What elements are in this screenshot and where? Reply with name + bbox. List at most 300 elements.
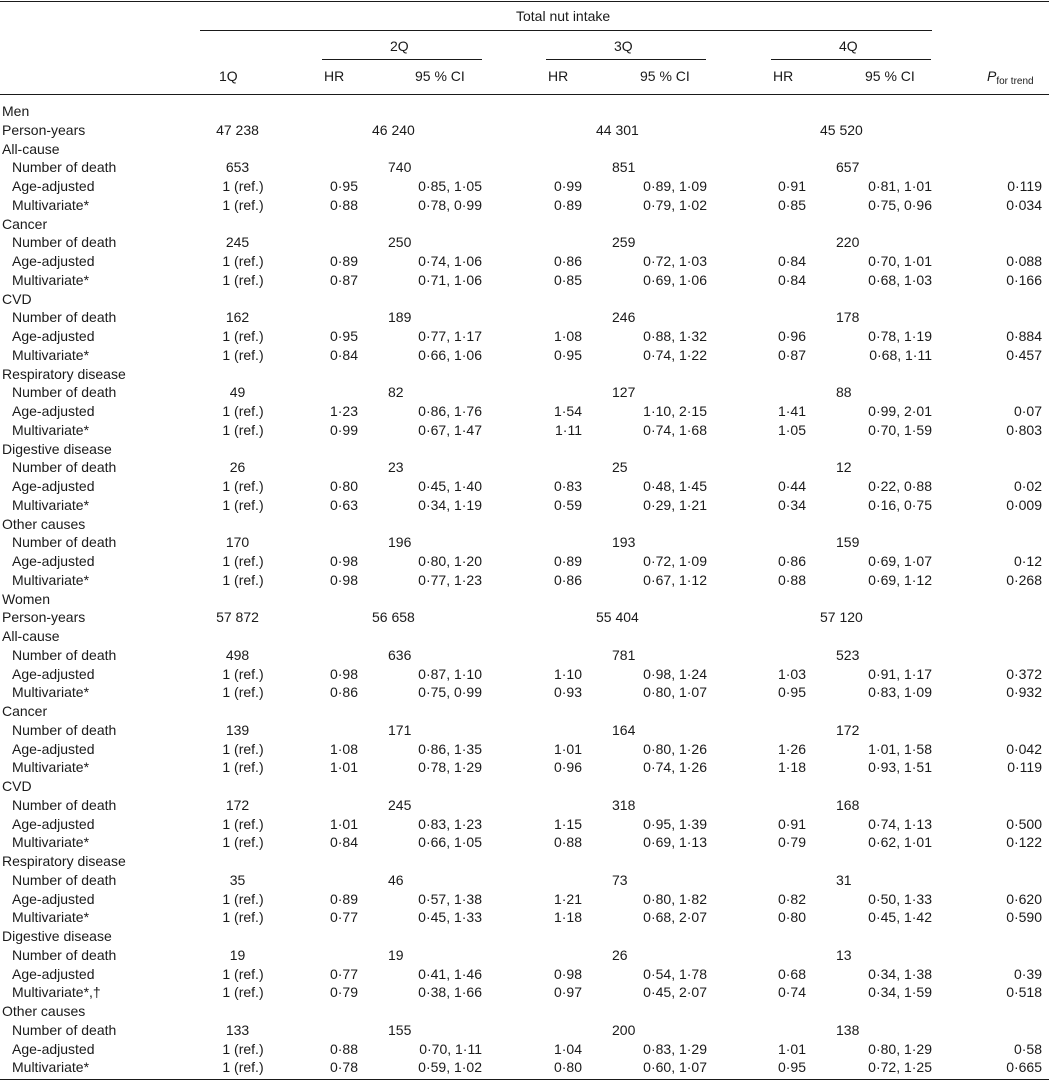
quartile-header-4q: 4Q [839,38,858,54]
ci-2q: 0·66, 1·05 [418,834,482,851]
column-header-ci-2q: 95 % CI [415,68,465,84]
deaths-3q: 164 [612,721,636,738]
deaths-2q: 189 [388,309,412,326]
person-years-1q: 47 238 [216,121,259,138]
table-row [0,215,1049,234]
row-label: Number of death [12,796,117,813]
table-row [0,308,1049,327]
p-trend-value: 0·009 [1006,496,1042,513]
row-label: Number of death [12,234,117,251]
hr-4q: 0·80 [777,909,806,926]
table-row [0,196,1049,215]
deaths-3q: 26 [612,946,628,963]
table-row [0,927,1049,946]
table-row [0,740,1049,759]
hr-3q: 1·01 [553,740,582,757]
deaths-2q: 245 [388,796,412,813]
deaths-4q: 220 [836,234,860,251]
p-trend-value: 0·02 [1013,478,1042,494]
p-trend-value: 0·500 [1006,815,1042,832]
deaths-4q: 12 [836,459,852,476]
row-label: Other causes [2,515,86,532]
ci-2q: 0·85, 1·05 [418,178,482,194]
hr-2q: 0·89 [329,890,358,907]
deaths-2q: 23 [388,459,404,476]
p-trend-value: 0·088 [1006,253,1042,269]
row-label: Age-adjusted [12,740,95,757]
ci-2q: 0·78, 1·29 [418,759,482,776]
ci-4q: 0·91, 1·17 [868,665,932,682]
table-row [0,552,1049,571]
ci-4q: 0·34, 1·59 [868,984,932,1001]
row-label: Number of death [12,459,117,476]
row-label: Age-adjusted [12,1040,95,1057]
deaths-4q: 13 [836,946,852,963]
ci-4q: 0·78, 1·19 [868,328,932,344]
hr-ref-1q: 1 (ref.) [222,890,264,907]
ci-3q: 0·74, 1·68 [643,421,707,438]
row-label: Women [2,590,50,607]
table-row [0,833,1049,852]
ci-4q: 0·69, 1·07 [868,553,932,569]
hr-ref-1q: 1 (ref.) [222,196,264,213]
hr-4q: 0·88 [777,571,806,588]
deaths-3q: 127 [612,384,636,401]
ci-2q: 0·77, 1·23 [418,571,482,588]
p-trend-value: 0·518 [1006,984,1042,1001]
hr-3q: 1·10 [553,665,582,682]
row-label: Age-adjusted [12,553,95,569]
p-trend-value: 0·07 [1013,403,1042,419]
hr-4q: 0·85 [777,196,806,213]
deaths-1q: 19 [229,946,246,963]
deaths-3q: 193 [612,534,636,551]
person-years-2q: 46 240 [372,121,415,138]
hr-3q: 0·89 [553,553,582,569]
p-trend-value: 0·034 [1006,196,1042,213]
deaths-2q: 19 [388,946,404,963]
row-label: Multivariate* [12,196,90,213]
hr-4q: 0·84 [777,271,806,288]
person-years-1q: 57 872 [216,609,259,626]
hr-2q: 1·23 [329,403,358,419]
deaths-4q: 159 [836,534,860,551]
quartile-rule-3q [546,59,706,60]
hr-3q: 0·96 [553,759,582,776]
ci-2q: 0·75, 0·99 [418,684,482,701]
deaths-2q: 740 [388,159,412,176]
ci-4q: 1·01, 1·58 [868,740,932,757]
table-row [0,758,1049,777]
row-label: Respiratory disease [2,365,126,382]
deaths-3q: 246 [612,309,636,326]
deaths-1q: 172 [225,796,250,813]
column-header-hr-2q: HR [324,68,345,84]
hr-ref-1q: 1 (ref.) [222,328,264,344]
table-row [0,140,1049,159]
ci-2q: 0·80, 1·20 [418,553,482,569]
ci-3q: 0·79, 1·02 [643,196,707,213]
deaths-4q: 168 [836,796,860,813]
ci-3q: 0·74, 1·26 [643,759,707,776]
ci-3q: 0·54, 1·78 [643,965,707,982]
hr-2q: 0·89 [329,253,358,269]
person-years-3q: 44 301 [596,121,639,138]
hr-3q: 1·21 [553,890,582,907]
ci-3q: 0·68, 2·07 [643,909,707,926]
p-trend-value: 0·620 [1006,890,1042,907]
group-rule [200,30,932,31]
hr-ref-1q: 1 (ref.) [222,684,264,701]
table-row [0,421,1049,440]
ci-3q: 0·45, 2·07 [643,984,707,1001]
ci-4q: 0·83, 1·09 [868,684,932,701]
hr-ref-1q: 1 (ref.) [222,740,264,757]
hr-3q: 0·86 [553,253,582,269]
hr-2q: 0·77 [329,909,358,926]
ci-2q: 0·67, 1·47 [418,421,482,438]
column-header-ci-3q: 95 % CI [640,68,690,84]
ci-4q: 0·62, 1·01 [868,834,932,851]
row-label: Multivariate* [12,1059,90,1076]
row-label: Respiratory disease [2,853,126,869]
ci-4q: 0·68, 1·03 [868,271,932,288]
ci-3q: 0·67, 1·12 [643,571,707,588]
row-label: Other causes [2,1003,86,1019]
hr-2q: 0·88 [329,1040,358,1057]
hr-4q: 0·44 [777,478,806,494]
hr-3q: 0·99 [553,178,582,194]
deaths-1q: 133 [225,1021,250,1038]
table-row [0,121,1049,140]
ci-2q: 0·74, 1·06 [418,253,482,269]
table-row [0,646,1049,665]
deaths-2q: 46 [388,871,404,888]
hr-3q: 0·93 [553,684,582,701]
ci-3q: 0·60, 1·07 [643,1059,707,1076]
table-row [0,290,1049,309]
deaths-2q: 82 [388,384,404,401]
ci-4q: 0·81, 1·01 [868,178,932,194]
hr-3q: 0·83 [553,478,582,494]
table-row [0,665,1049,684]
hr-2q: 0·80 [329,478,358,494]
p-trend-value: 0·268 [1006,571,1042,588]
deaths-4q: 178 [836,309,860,326]
ci-3q: 0·80, 1·07 [643,684,707,701]
row-label: Age-adjusted [12,965,95,982]
hr-ref-1q: 1 (ref.) [222,571,264,588]
row-label: Number of death [12,159,117,176]
hr-ref-1q: 1 (ref.) [222,553,264,569]
row-label: Number of death [12,871,117,888]
hr-4q: 0·95 [777,684,806,701]
row-label: CVD [2,290,32,307]
row-label: Multivariate* [12,834,90,851]
ci-4q: 0·99, 2·01 [868,403,932,419]
deaths-4q: 138 [836,1021,860,1038]
row-label: Multivariate* [12,421,90,438]
ci-2q: 0·57, 1·38 [418,890,482,907]
deaths-1q: 139 [225,721,250,738]
ci-2q: 0·77, 1·17 [418,328,482,344]
deaths-4q: 31 [836,871,852,888]
ci-2q: 0·45, 1·40 [418,478,482,494]
p-trend-value: 0·042 [1006,740,1042,757]
p-symbol: P [987,68,997,84]
hr-2q: 0·86 [329,684,358,701]
person-years-4q: 57 120 [820,609,863,626]
hr-3q: 0·98 [553,965,582,982]
p-trend-value: 0·457 [1006,346,1042,363]
column-header-hr-4q: HR [773,68,794,84]
hr-2q: 0·99 [329,421,358,438]
hr-ref-1q: 1 (ref.) [222,759,264,776]
hr-4q: 1·41 [777,403,806,419]
row-label: Cancer [2,703,48,719]
row-label: Age-adjusted [12,665,95,682]
deaths-1q: 245 [225,234,250,251]
p-trend-value: 0·372 [1006,665,1042,682]
hr-ref-1q: 1 (ref.) [222,403,264,419]
table-row [0,777,1049,796]
deaths-1q: 35 [229,871,246,888]
table-row [0,1040,1049,1059]
ci-3q: 0·80, 1·26 [643,740,707,757]
ci-3q: 0·72, 1·09 [643,553,707,569]
hr-ref-1q: 1 (ref.) [222,965,264,982]
row-label: Cancer [2,215,48,232]
hr-3q: 1·11 [555,421,582,438]
ci-2q: 0·83, 1·23 [418,815,482,832]
ci-4q: 0·34, 1·38 [868,965,932,982]
hr-ref-1q: 1 (ref.) [222,984,264,1001]
row-label: Age-adjusted [12,178,95,194]
deaths-3q: 25 [612,459,628,476]
ci-2q: 0·78, 0·99 [418,196,482,213]
hr-ref-1q: 1 (ref.) [222,346,264,363]
quartile-header-3q: 3Q [614,38,633,54]
table-row [0,890,1049,909]
hr-4q: 0·96 [777,328,806,344]
row-label: Digestive disease [2,928,112,944]
ci-3q: 0·83, 1·29 [643,1040,707,1057]
hr-ref-1q: 1 (ref.) [222,1059,264,1076]
deaths-3q: 259 [612,234,636,251]
ci-3q: 0·80, 1·82 [643,890,707,907]
hr-4q: 0·91 [777,178,806,194]
table-row [0,271,1049,290]
row-label: Multivariate* [12,759,90,776]
row-label: Multivariate* [12,571,90,588]
quartile-header-2q: 2Q [390,38,409,54]
hr-2q: 0·98 [329,553,358,569]
column-header-1q: 1Q [219,68,238,84]
hr-4q: 1·18 [777,759,806,776]
ci-4q: 0·70, 1·01 [868,253,932,269]
ci-3q: 0·69, 1·06 [643,271,707,288]
ci-3q: 0·48, 1·45 [643,478,707,494]
ci-3q: 1·10, 2·15 [643,403,707,419]
p-trend-value: 0·119 [1007,759,1042,776]
row-label: Number of death [12,384,117,401]
table-row [0,608,1049,627]
deaths-1q: 170 [225,534,250,551]
hr-ref-1q: 1 (ref.) [222,421,264,438]
deaths-2q: 155 [388,1021,412,1038]
hr-2q: 0·88 [329,196,358,213]
deaths-3q: 781 [612,646,636,663]
row-label: Age-adjusted [12,253,95,269]
ci-3q: 0·88, 1·32 [643,328,707,344]
ci-4q: 0·75, 0·96 [868,196,932,213]
ci-4q: 0·68, 1·11 [869,346,932,363]
ci-2q: 0·59, 1·02 [418,1059,482,1076]
row-label: Multivariate*,† [12,984,101,1001]
p-trend-value: 0·590 [1006,909,1042,926]
p-trend-value: 0·665 [1006,1059,1042,1076]
table-row [0,177,1049,196]
hr-4q: 0·82 [777,890,806,907]
table-row [0,871,1049,890]
hr-ref-1q: 1 (ref.) [222,815,264,832]
table-row [0,346,1049,365]
hr-3q: 1·18 [553,909,582,926]
deaths-1q: 26 [229,459,246,476]
p-trend-value: 0·119 [1007,178,1042,194]
deaths-2q: 636 [388,646,412,663]
hr-3q: 0·80 [553,1059,582,1076]
ci-4q: 0·50, 1·33 [868,890,932,907]
hr-4q: 0·87 [777,346,806,363]
hr-ref-1q: 1 (ref.) [222,1040,264,1057]
ci-2q: 0·41, 1·46 [418,965,482,982]
hr-4q: 0·86 [777,553,806,569]
hr-3q: 0·86 [553,571,582,588]
ci-3q: 0·74, 1·22 [643,346,707,363]
hr-2q: 1·08 [329,740,358,757]
hr-3q: 1·08 [553,328,582,344]
hr-4q: 0·84 [777,253,806,269]
table-row [0,440,1049,459]
header-bottom-rule [0,94,1049,95]
row-label: Multivariate* [12,909,90,926]
row-label: Multivariate* [12,684,90,701]
bottom-rule [0,1079,1049,1080]
ci-2q: 0·86, 1·35 [418,740,482,757]
deaths-3q: 851 [612,159,636,176]
table-row [0,1058,1049,1077]
p-trend-value: 0·932 [1006,684,1042,701]
table-row [0,571,1049,590]
row-label: CVD [2,778,32,794]
ci-2q: 0·45, 1·33 [418,909,482,926]
table-row [0,477,1049,496]
hr-4q: 1·05 [777,421,806,438]
p-subscript: for trend [996,76,1034,87]
hr-4q: 0·34 [777,496,806,513]
ci-4q: 0·22, 0·88 [868,478,932,494]
hr-3q: 1·54 [553,403,582,419]
table-row [0,233,1049,252]
table-row [0,533,1049,552]
deaths-1q: 49 [229,384,246,401]
ci-2q: 0·70, 1·11 [419,1040,482,1057]
hr-2q: 1·01 [329,815,358,832]
person-years-2q: 56 658 [372,609,415,626]
ci-3q: 0·95, 1·39 [643,815,707,832]
row-label: Number of death [12,721,117,738]
ci-2q: 0·34, 1·19 [418,496,482,513]
hr-3q: 0·97 [553,984,582,1001]
hr-ref-1q: 1 (ref.) [222,909,264,926]
hr-2q: 0·77 [329,965,358,982]
table-row [0,946,1049,965]
hr-2q: 0·63 [329,496,358,513]
hr-3q: 0·88 [553,834,582,851]
table-row [0,796,1049,815]
table-row [0,383,1049,402]
row-label: Age-adjusted [12,890,95,907]
hr-2q: 0·95 [329,178,358,194]
hr-4q: 1·26 [777,740,806,757]
row-label: Number of death [12,309,117,326]
deaths-1q: 498 [225,646,250,663]
person-years-3q: 55 404 [596,609,639,626]
row-label: Age-adjusted [12,403,95,419]
hr-4q: 1·01 [777,1040,806,1057]
row-label: Age-adjusted [12,815,95,832]
hr-3q: 0·85 [553,271,582,288]
person-years-4q: 45 520 [820,121,863,138]
deaths-4q: 657 [836,159,860,176]
deaths-3q: 200 [612,1021,636,1038]
table-row [0,815,1049,834]
hr-2q: 0·84 [329,346,358,363]
ci-4q: 0·72, 1·25 [868,1059,932,1076]
deaths-1q: 162 [225,309,250,326]
hr-3q: 1·04 [553,1040,582,1057]
row-label: Person-years [2,609,86,626]
hr-ref-1q: 1 (ref.) [222,496,264,513]
p-trend-value: 0·12 [1013,553,1042,569]
ci-2q: 0·38, 1·66 [418,984,482,1001]
table-row [0,590,1049,609]
table-row [0,721,1049,740]
hr-ref-1q: 1 (ref.) [222,478,264,494]
row-label: Men [2,103,30,119]
row-label: Number of death [12,1021,117,1038]
hr-4q: 0·95 [777,1059,806,1076]
hr-2q: 0·79 [329,984,358,1001]
hr-3q: 0·95 [553,346,582,363]
deaths-3q: 318 [612,796,636,813]
p-trend-value: 0·58 [1013,1040,1042,1057]
p-trend-value: 0·803 [1006,421,1042,438]
table-row [0,702,1049,721]
row-label: Digestive disease [2,440,112,457]
row-label: Number of death [12,534,117,551]
table-row [0,102,1049,121]
row-label: Multivariate* [12,496,90,513]
hr-4q: 0·68 [777,965,806,982]
ci-4q: 0·70, 1·59 [868,421,932,438]
hr-3q: 0·59 [553,496,582,513]
table-row [0,627,1049,646]
ci-3q: 0·72, 1·03 [643,253,707,269]
deaths-2q: 250 [388,234,412,251]
quartile-rule-2q [322,59,482,60]
